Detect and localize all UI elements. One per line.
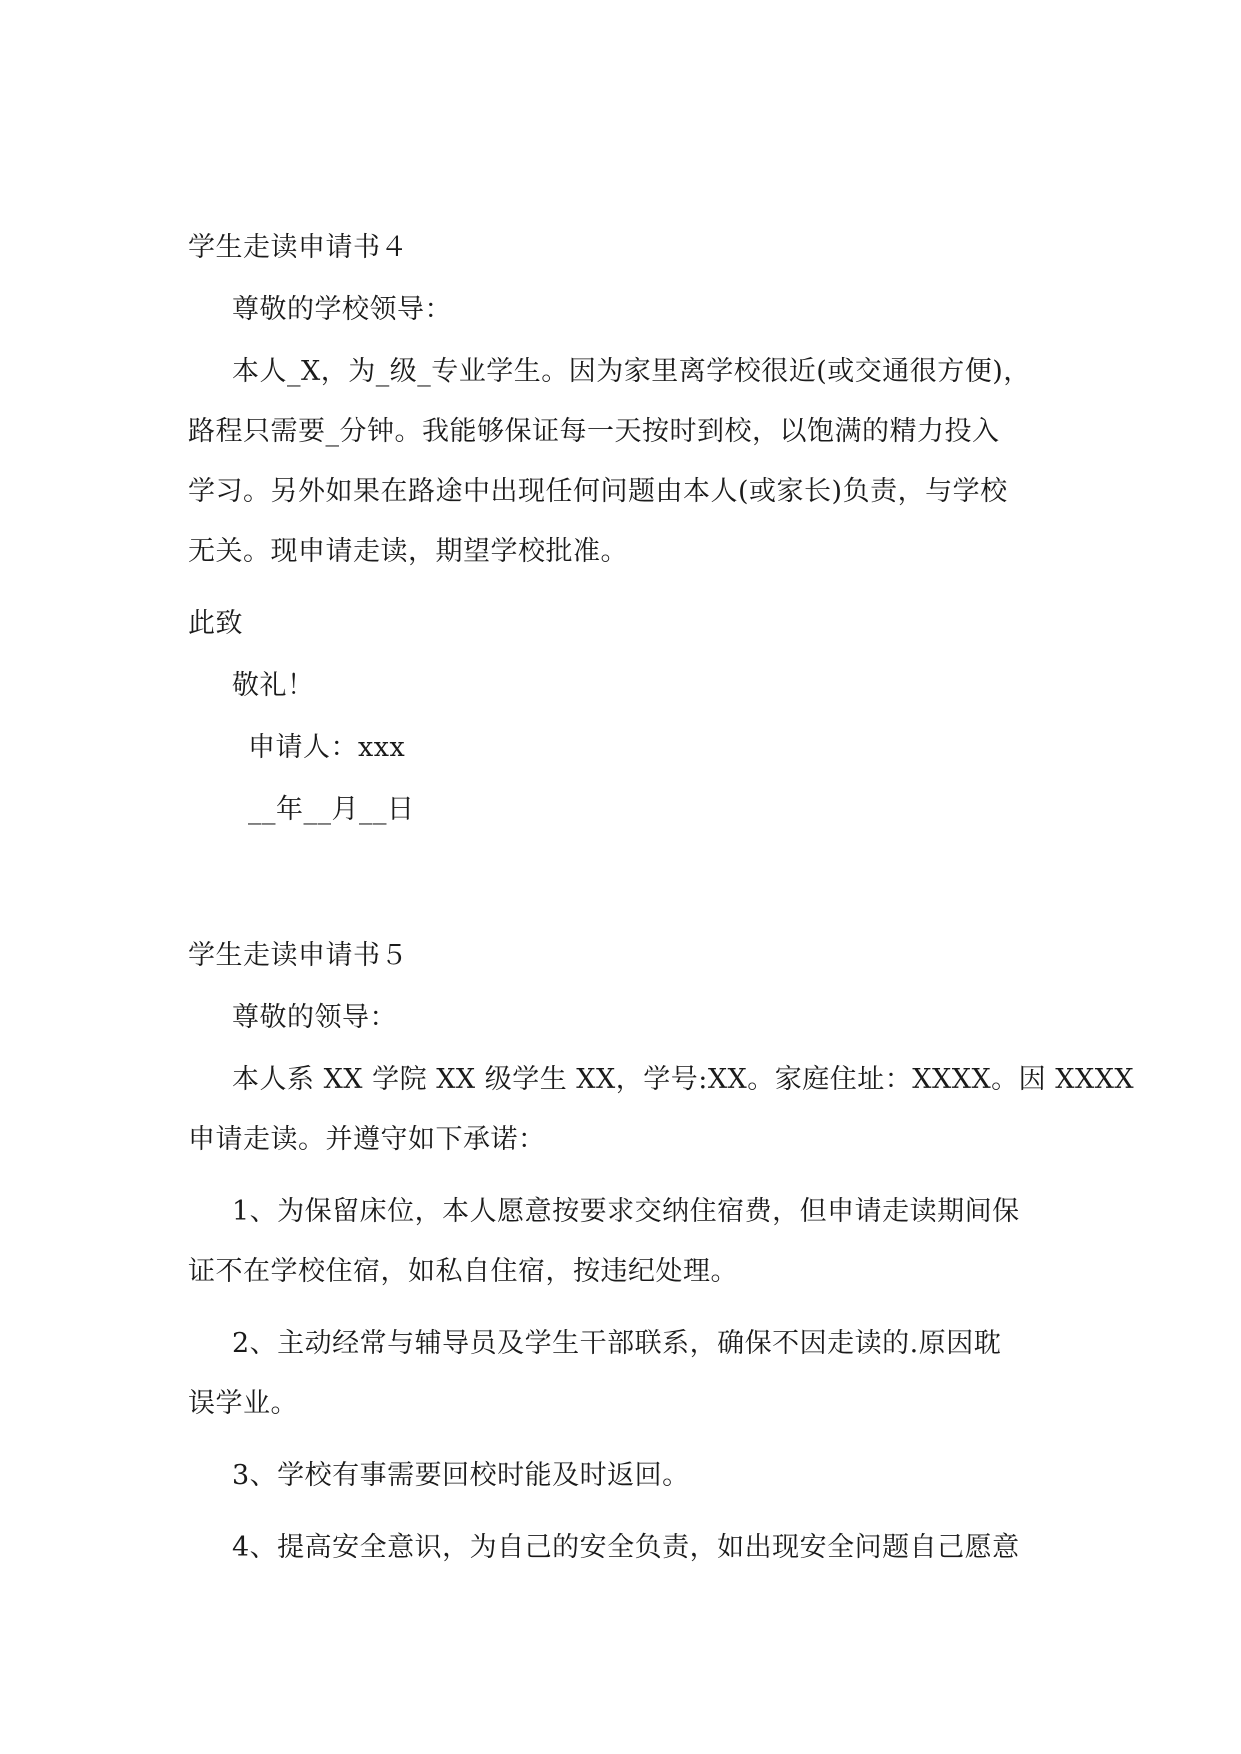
letter4-closing-2: 敬礼！	[232, 670, 315, 701]
letter5-item1-line-2: 证不在学校住宿，如私自住宿，按违纪处理。	[188, 1256, 738, 1287]
letter5-intro-line-2: 申请走读。并遵守如下承诺：	[188, 1124, 546, 1155]
letter4-title: 学生走读申请书４	[188, 232, 408, 263]
letter5-item4: 4、提高安全意识，为自己的安全负责，如出现安全问题自己愿意	[232, 1532, 1020, 1563]
letter5-item2-line-2: 误学业。	[188, 1388, 298, 1419]
letter4-closing-1: 此致	[188, 608, 243, 639]
letter5-item3: 3、学校有事需要回校时能及时返回。	[232, 1460, 690, 1491]
letter4-salutation: 尊敬的学校领导：	[232, 294, 452, 325]
letter5-item2-line-1: 2、主动经常与辅导员及学生干部联系，确保不因走读的.原因耽	[232, 1328, 1002, 1359]
letter5-salutation: 尊敬的领导：	[232, 1002, 397, 1033]
letter4-date: __年__月__日	[248, 794, 415, 825]
letter4-body-line-3: 学习。另外如果在路途中出现任何问题由本人(或家长)负责，与学校	[188, 476, 1008, 507]
letter5-intro-line-1: 本人系 XX 学院 XX 级学生 XX，学号:XX。家庭住址：XXXX。因 XXXX	[232, 1064, 1135, 1095]
letter4-body-line-4: 无关。现申请走读，期望学校批准。	[188, 536, 628, 567]
letter4-applicant: 申请人：xxx	[248, 732, 406, 763]
letter5-item1-line-1: 1、为保留床位，本人愿意按要求交纳住宿费，但申请走读期间保	[232, 1196, 1020, 1227]
letter4-body-line-2: 路程只需要_分钟。我能够保证每一天按时到校，以饱满的精力投入	[188, 416, 1000, 447]
letter4-body-line-1: 本人_X，为_级_专业学生。因为家里离学校很近(或交通很方便)，	[232, 356, 1031, 387]
letter5-title: 学生走读申请书５	[188, 940, 408, 971]
